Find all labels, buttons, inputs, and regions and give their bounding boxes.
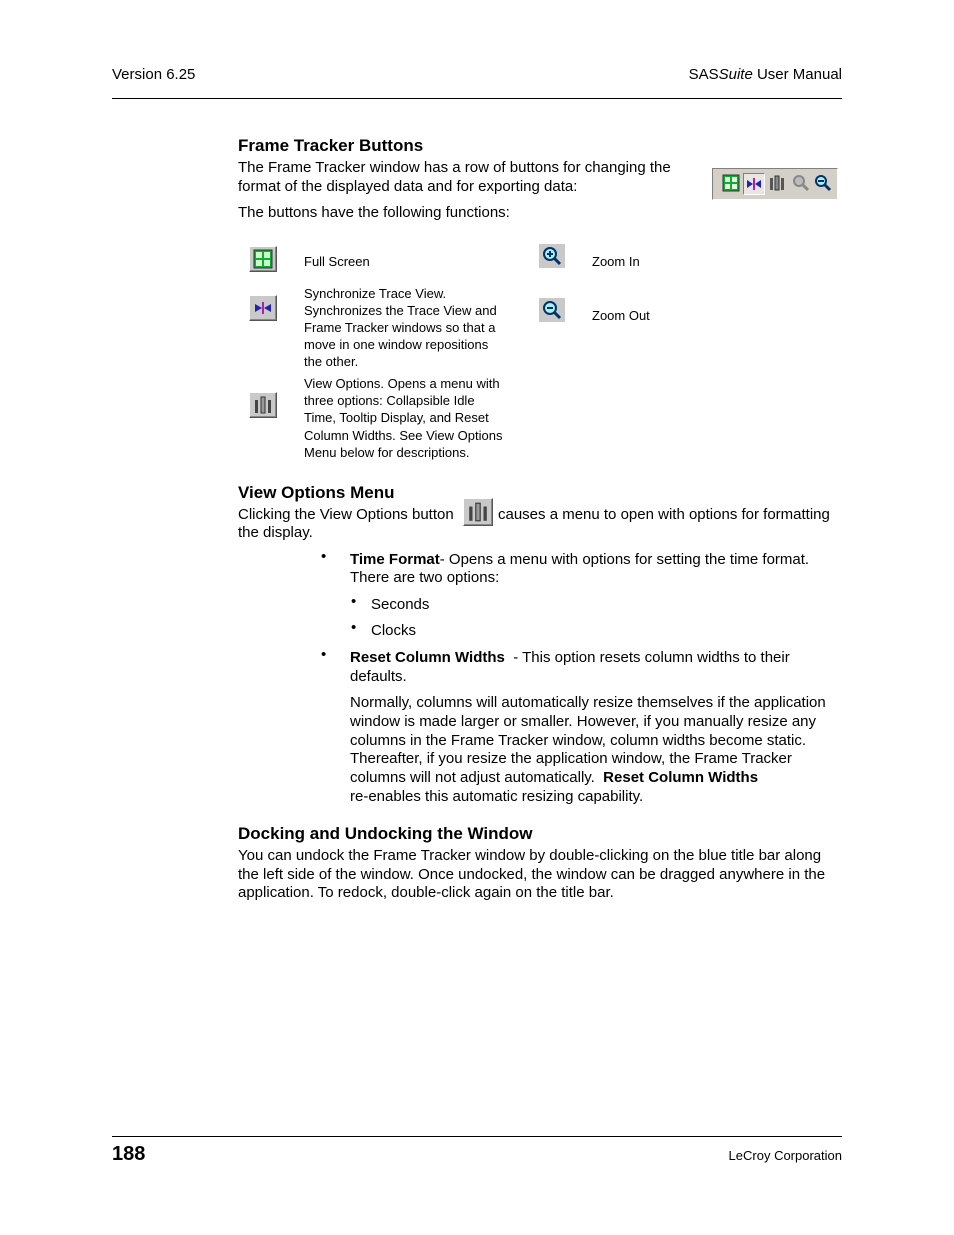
view-options-icon	[249, 392, 277, 418]
time-format-line1: Time Format- Opens a menu with options for setting the time format.	[350, 551, 810, 568]
normal-line-6: re-enables this automatic resizing capability.	[350, 788, 644, 805]
normal-line-3: columns in the Frame Tracker window, column widths become static.	[350, 732, 807, 749]
reset-column-widths-line2: defaults.	[350, 668, 407, 685]
intro-line-2: format of the displayed data and for exporting data:	[238, 178, 578, 195]
full-screen-label: Full Screen	[304, 254, 370, 269]
view-options-description-2: three options: Collapsible Idle	[304, 393, 475, 408]
zoom-out-label: Zoom Out	[592, 308, 650, 323]
sync-description-3: Frame Tracker windows so that a	[304, 320, 496, 335]
view-options-intro-after: causes a menu to open with options for formatting	[498, 506, 830, 523]
sync-description-4: move in one window repositions	[304, 337, 489, 352]
view-options-description-1: View Options. Opens a menu with	[304, 376, 500, 391]
docking-line-1: You can undock the Frame Tracker window by double-clicking on the blue title bar along	[238, 847, 822, 864]
section-title-frame-tracker-buttons: Frame Tracker Buttons	[238, 136, 424, 155]
synchronize-icon	[743, 173, 765, 195]
footer-company: LeCroy Corporation	[728, 1148, 842, 1163]
view-options-description-3: Time, Tooltip Display, and Reset	[304, 410, 489, 425]
docking-line-3: application. To redock, double-click again on the title bar.	[238, 884, 614, 901]
header-version: Version 6.25	[112, 66, 196, 83]
normal-line-5: columns will not adjust automatically. Reset Column Widths	[350, 769, 759, 786]
view-options-description-4: Column Widths. See View Options	[304, 428, 503, 443]
bullet-dot: •	[351, 593, 357, 610]
footer-rule	[112, 1136, 842, 1137]
synchronize-icon	[249, 295, 277, 321]
zoom-out-icon	[539, 298, 565, 322]
zoom-in-icon	[539, 244, 565, 268]
section-title-view-options-menu: View Options Menu	[238, 483, 395, 502]
page-number: 188	[112, 1143, 146, 1165]
full-screen-icon	[721, 173, 741, 193]
zoom-in-disabled-icon	[791, 173, 811, 193]
zoom-out-toolbar-icon	[813, 173, 833, 193]
header-manual-title: SASSuite User Manual	[688, 66, 842, 83]
sync-description-2: Synchronizes the Trace View and	[304, 303, 497, 318]
normal-line-1: Normally, columns will automatically resize themselves if the application	[350, 694, 826, 711]
option-seconds: Seconds	[371, 596, 430, 613]
reset-column-widths-line1: Reset Column Widths - This option resets column widths to their	[350, 649, 790, 666]
option-clocks: Clocks	[371, 622, 417, 639]
full-screen-icon	[249, 246, 277, 272]
sync-description-5: the other.	[304, 354, 359, 369]
view-options-description-5: Menu below for descriptions.	[304, 445, 470, 460]
bullet-dot: •	[321, 646, 327, 663]
frame-tracker-toolbar	[712, 168, 838, 200]
normal-line-4: Thereafter, if you resize the application window, the Frame Tracker	[350, 750, 792, 767]
header-rule	[112, 98, 842, 99]
zoom-in-label: Zoom In	[592, 254, 640, 269]
intro-line-1: The Frame Tracker window has a row of buttons for changing the	[238, 159, 671, 176]
time-format-line2: There are two options:	[350, 569, 500, 586]
view-options-intro-before: Clicking the View Options button	[238, 506, 454, 523]
sync-description-1: Synchronize Trace View.	[304, 286, 447, 301]
bullet-dot: •	[321, 548, 327, 565]
view-options-icon	[767, 173, 787, 193]
view-options-inline-icon	[463, 498, 493, 526]
view-options-intro-line2: the display.	[238, 524, 313, 541]
bullet-dot: •	[351, 619, 357, 636]
functions-intro: The buttons have the following functions:	[238, 204, 510, 221]
normal-line-2: window is made larger or smaller. However, if you manually resize any	[350, 713, 817, 730]
docking-line-2: the left side of the window. Once undocked, the window can be dragged anywhere in the	[238, 866, 826, 883]
section-title-docking: Docking and Undocking the Window	[238, 824, 533, 843]
